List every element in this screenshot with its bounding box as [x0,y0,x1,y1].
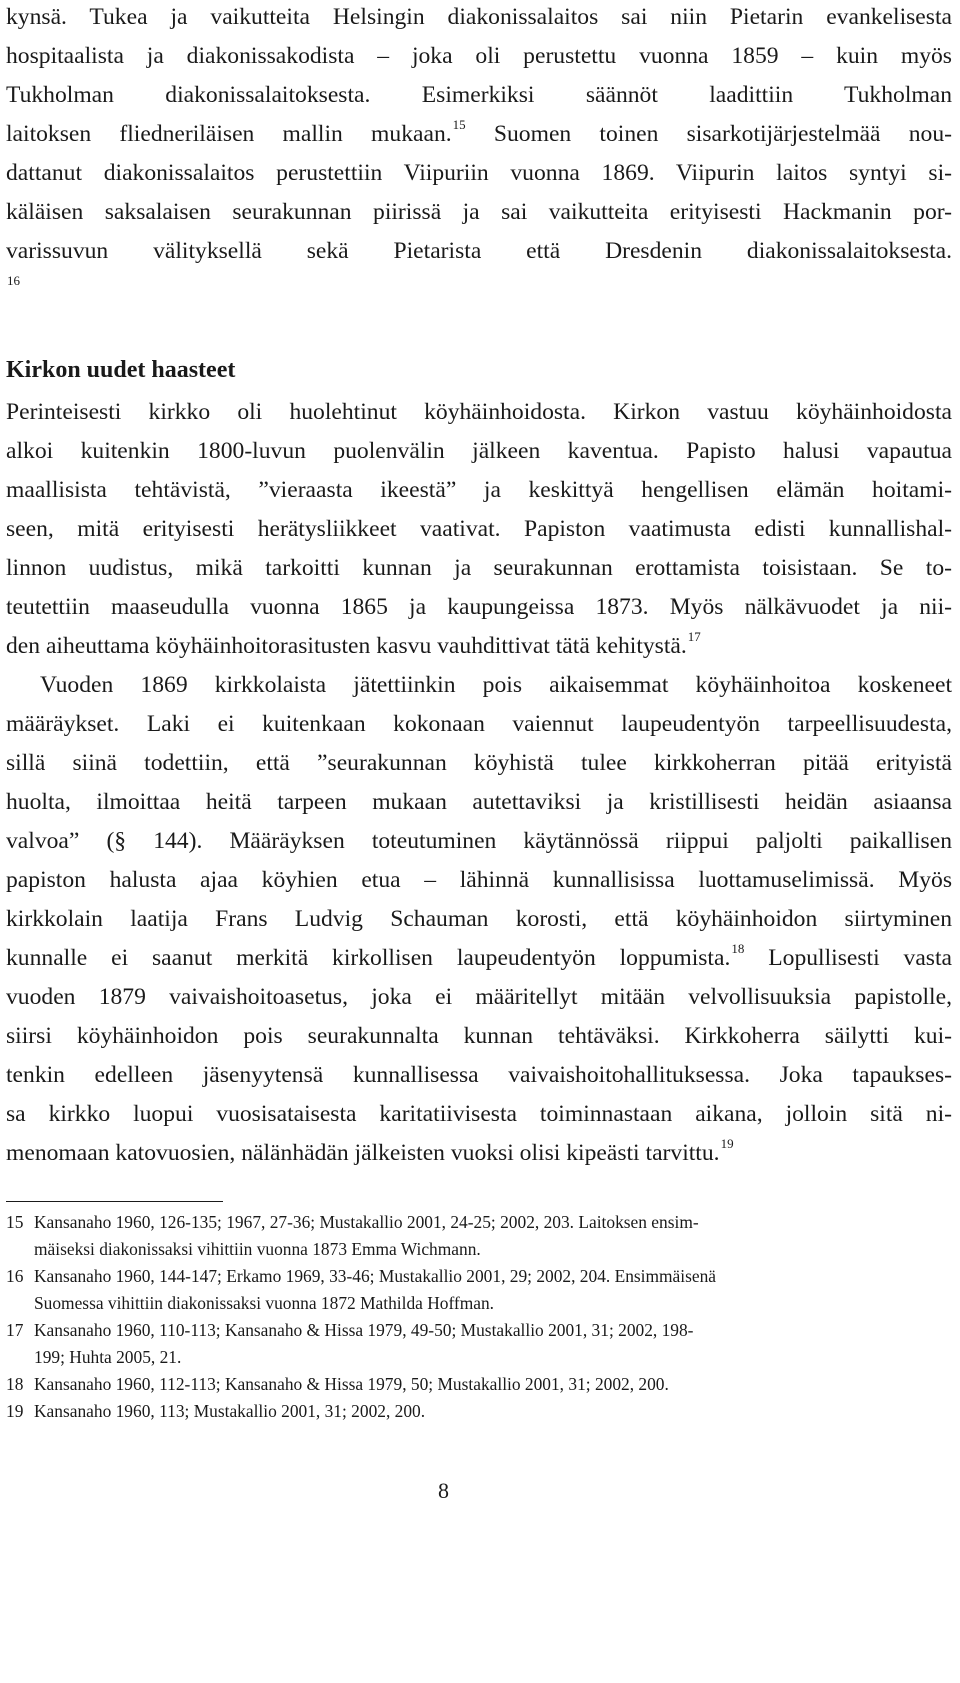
body-line: siirsi köyhäinhoidon pois seurakunnalta kunnan tehtäväksi. Kirkkoherra säilytti kui- [6,1023,952,1049]
body-line: huolta, ilmoittaa heitä tarpeen mukaan autettaviksi ja kristillisesti heidän asiaansa [6,789,952,815]
body-line: käläisen saksalaisen seurakunnan piirissä ja sai vaikutteita erityisesti Hackmanin por- [6,199,952,225]
page-number: 8 [438,1478,449,1503]
footnote-text: Kansanaho 1960, 126-135; 1967, 27-36; Mustakallio 2001, 24-25; 2002, 203. Laitoksen ensim- [34,1212,699,1232]
footnote-text: Kansanaho 1960, 144-147; Erkamo 1969, 33-46; Mustakallio 2001, 29; 2002, 204. Ensimmäisenä [34,1266,717,1286]
body-line: Tukholman diakonissalaitoksesta. Esimerkiksi säännöt laadittiin Tukholman [6,82,952,108]
body-line: vuoden 1879 vaivaishoitoasetus, joka ei määritellyt mitään velvollisuuksia papistolle, [6,984,952,1010]
body-line [6,273,952,303]
body-line: määräykset. Laki ei kuitenkaan kokonaan vaiennut laupeudentyön tarpeellisuudesta, [6,711,952,737]
body-line: kirkkolain laatija Frans Ludvig Schauman korosti, että köyhäinhoidon siirtyminen [6,906,952,932]
body-line: sa kirkko luopui vuosisataisesta karitatiivisesta toiminnastaan aikana, jolloin sitä ni- [6,1101,952,1127]
body-line: varissuvun välityksellä sekä Pietarista että Dresdenin diakonissalaitoksesta. [6,238,952,264]
footnote-ref-18[interactable]: 18 [731,941,745,956]
body-line: alkoi kuitenkin 1800-luvun puolenvälin jälkeen kaventua. Papisto halusi vapautua [6,438,952,464]
footnote-ref-16[interactable]: 16 [7,273,20,288]
body-line [6,1136,952,1166]
body-line: teutettiin maaseudulla vuonna 1865 ja kaupungeissa 1873. Myös nälkävuodet ja nii- [6,594,952,620]
footnote-text: Kansanaho 1960, 112-113; Kansanaho & Hissa 1979, 50; Mustakallio 2001, 31; 2002, 200. [34,1374,669,1394]
body-line: seen, mitä erityisesti herätysliikkeet vaativat. Papiston vaatimusta edisti kunnallishal- [6,516,952,542]
footnote-continuation: mäiseksi diakonissaksi vihittiin vuonna 1873 Emma Wichmann. [34,1239,481,1259]
body-line: linnon uudistus, mikä tarkoitti kunnan ja seurakunnan erottamista toisistaan. Se to- [6,555,952,581]
body-line: maallisista tehtävistä, ”vieraasta ikeestä” ja keskittyä hengellisen elämän hoitami- [6,477,952,503]
body-line: hospitaalista ja diakonissakodista – joka oli perustettu vuonna 1859 – kuin myös [6,43,952,69]
body-line: sillä siinä todettiin, että ”seurakunnan köyhistä tulee kirkkoherran pitää erityistä [6,750,952,776]
footnote-text: Kansanaho 1960, 110-113; Kansanaho & Hissa 1979, 49-50; Mustakallio 2001, 31; 2002, 198- [34,1320,694,1340]
body-line-segment: kunnalle ei saanut merkitä kirkollisen laupeudentyön loppumista. [6,945,731,971]
footnote-ref-17[interactable]: 17 [687,629,701,644]
footnote-continuation: 199; Huhta 2005, 21. [34,1347,182,1367]
footnote-number: 16 [6,1266,24,1286]
footnote-number: 18 [6,1374,24,1394]
body-line: dattanut diakonissalaitos perustettiin Viipuriin vuonna 1869. Viipurin laitos syntyi si- [6,160,952,186]
footnote-text: Kansanaho 1960, 113; Mustakallio 2001, 31; 2002, 200. [34,1401,426,1421]
body-line-segment: laitoksen fliedneriläisen mallin mukaan. [6,121,452,147]
body-line [6,629,952,659]
body-line: papiston halusta ajaa köyhien etua – lähinnä kunnallisissa luottamuselimissä. Myös [6,867,952,893]
body-line-segment: menomaan katovuosien, nälänhädän jälkeisten vuoksi olisi kipeästi tarvittu. [6,1140,720,1166]
body-line: kynsä. Tukea ja vaikutteita Helsingin diakonissalaitos sai niin Pietarin evankelisesta [6,4,952,30]
body-line [6,117,952,147]
footnote-continuation: Suomessa vihittiin diakonissaksi vuonna 1872 Mathilda Hoffman. [34,1293,495,1313]
footnote-number: 17 [6,1320,24,1340]
footnote-number: 19 [6,1401,24,1421]
body-line-segment: Suomen toinen sisarkotijärjestelmää nou- [493,121,952,147]
section-heading: Kirkon uudet haasteet [6,357,236,383]
footnote-number: 15 [6,1212,24,1232]
body-line: tenkin edelleen jäsenyytensä kunnallisessa vaivaishoitohallituksessa. Joka tapaukses- [6,1062,952,1088]
body-line: Vuoden 1869 kirkkolaista jätettiinkin pois aikaisemmat köyhäinhoitoa koskeneet [40,672,952,698]
body-line: valvoa” (§ 144). Määräyksen toteutuminen käytännössä riippui paljolti paikallisen [6,828,952,854]
body-line [6,941,953,971]
body-line: Perinteisesti kirkko oli huolehtinut köyhäinhoidosta. Kirkon vastuu köyhäinhoidosta [6,399,952,425]
footnote-divider [6,1201,223,1202]
footnote-ref-19[interactable]: 19 [720,1136,734,1151]
body-line-segment: den aiheuttama köyhäinhoitorasitusten kasvu vauhdittivat tätä kehitystä. [6,633,687,659]
footnote-ref-15[interactable]: 15 [452,117,466,132]
body-line-segment: Lopullisesti vasta [768,945,953,971]
